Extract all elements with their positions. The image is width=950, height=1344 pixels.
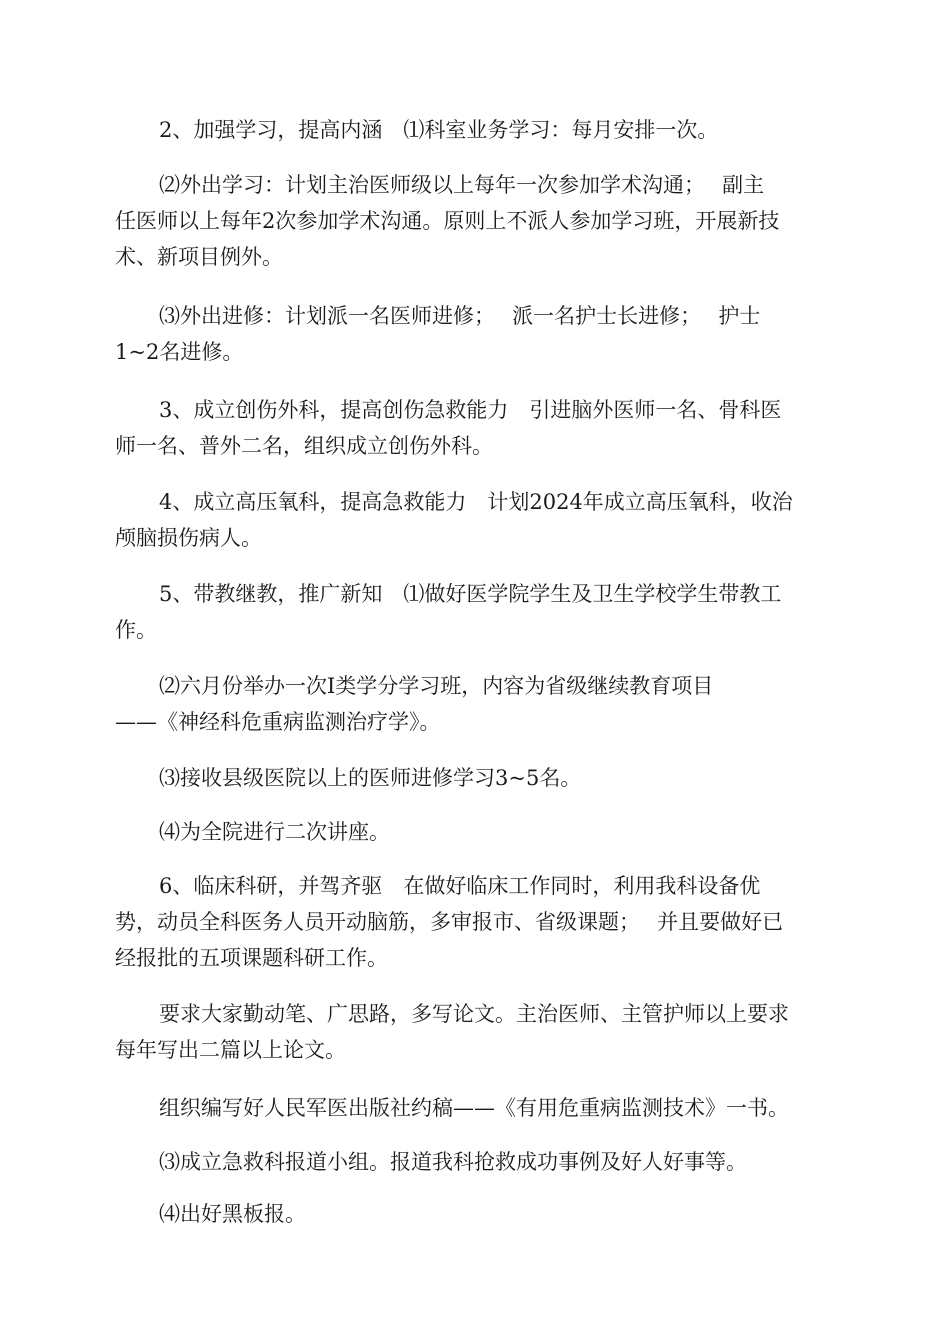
text-line: 颅脑损伤病人。	[115, 526, 262, 550]
text-line: 3、成立创伤外科，提高创伤急救能力 引进脑外医师一名、骨科医	[159, 398, 782, 422]
text-line: 组织编写好人民军医出版社约稿——《有用危重病监测技术》一书。	[159, 1096, 789, 1120]
text-line: ⑶成立急救科报道小组。报道我科抢救成功事例及好人好事等。	[159, 1150, 747, 1174]
paragraph-clinical-research	[115, 868, 835, 976]
paragraph-book-writing	[115, 1090, 835, 1126]
paragraph-advanced-training	[115, 298, 835, 370]
text-line: ⑶外出进修：计划派一名医师进修； 派一名护士长进修； 护士	[159, 304, 761, 328]
text-line: 4、成立高压氧科，提高急救能力 计划2024年成立高压氧科，收治	[159, 490, 793, 514]
paragraph-teaching	[115, 576, 835, 648]
paragraph-hyperbaric-oxygen	[115, 484, 835, 556]
paragraph-write-papers	[115, 996, 835, 1068]
text-line: 术、新项目例外。	[115, 245, 283, 269]
text-line: ——《神经科危重病监测治疗学》。	[115, 710, 441, 734]
text-line: 要求大家勤动笔、广思路，多写论文。主治医师、主管护师以上要求	[159, 1002, 789, 1026]
text-line: 任医师以上每年2次参加学术沟通。原则上不派人参加学习班，开展新技	[115, 209, 780, 233]
paragraph-lectures	[115, 814, 835, 850]
text-line: ⑵外出学习：计划主治医师级以上每年一次参加学术沟通； 副主	[159, 173, 765, 197]
text-line: 6、临床科研，并驾齐驱 在做好临床工作同时，利用我科设备优	[159, 874, 761, 898]
text-line: ⑵六月份举办一次Ⅰ类学分学习班，内容为省级继续教育项目	[159, 674, 714, 698]
text-line: ⑷为全院进行二次讲座。	[159, 820, 390, 844]
paragraph-report-team	[115, 1144, 835, 1180]
text-line: 作。	[115, 618, 157, 642]
paragraph-training-course	[115, 668, 835, 740]
paragraph-receive-trainees	[115, 760, 835, 796]
text-line: 1~2名进修。	[115, 340, 244, 364]
text-line: ⑷出好黑板报。	[159, 1202, 306, 1226]
paragraph-blackboard	[115, 1196, 835, 1232]
text-line: 2、加强学习，提高内涵 ⑴科室业务学习：每月安排一次。	[159, 118, 719, 142]
paragraph-study	[115, 112, 835, 148]
text-line: 每年写出二篇以上论文。	[115, 1038, 346, 1062]
text-line: 5、带教继教，推广新知 ⑴做好医学院学生及卫生学校学生带教工	[159, 582, 782, 606]
paragraph-external-study	[115, 167, 835, 275]
text-line: 经报批的五项课题科研工作。	[115, 946, 388, 970]
text-line: ⑶接收县级医院以上的医师进修学习3~5名。	[159, 766, 582, 790]
text-line: 师一名、普外二名，组织成立创伤外科。	[115, 434, 493, 458]
text-line: 势，动员全科医务人员开动脑筋，多审报市、省级课题； 并且要做好已	[115, 910, 784, 934]
paragraph-trauma-surgery	[115, 392, 835, 464]
